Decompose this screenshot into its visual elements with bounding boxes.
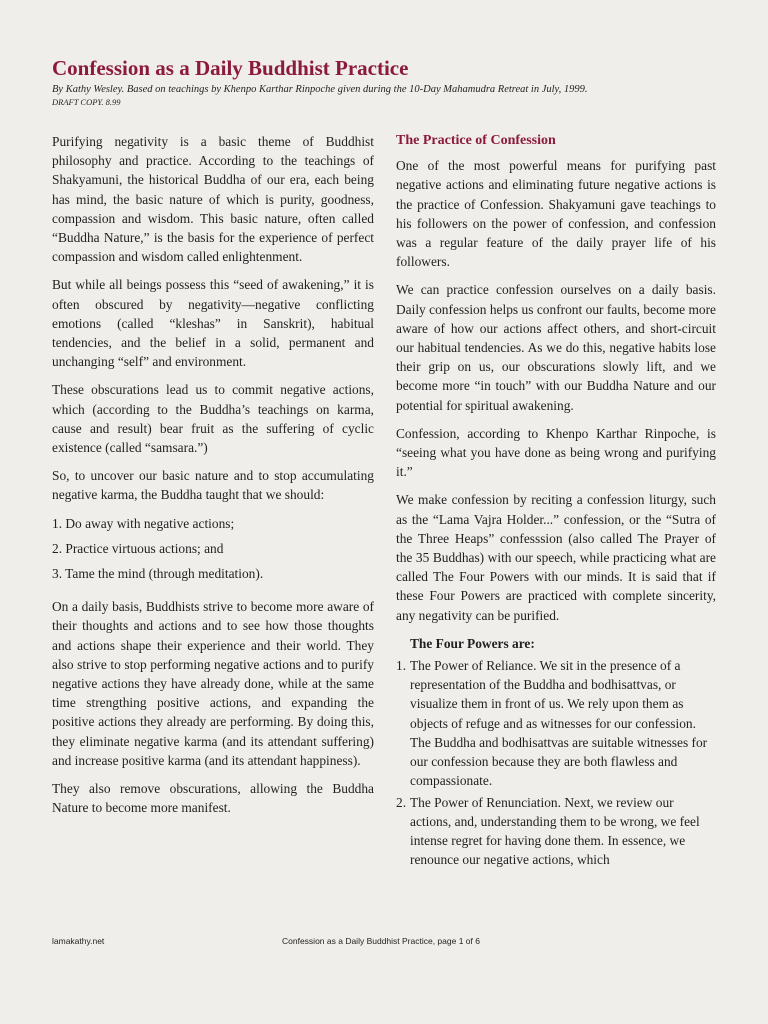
list-text: The Power of Renunciation. Next, we review our actions, and, understanding them to be wrong, we feel intense regret for having done them. In essence, we renounce our negative actions, which (410, 794, 700, 868)
list-item (396, 793, 716, 870)
list-text: The Power of Reliance. We sit in the presence of a representation of the Buddha and bodhisattvas, or visualize them in front of us. We rely upon them as objects of refuge and as witnesses for our confession. The Buddha and bodhisattvas are suitable witnesses for our confession because they are both flawless and compassionate. (410, 658, 708, 789)
paragraph: Purifying negativity is a basic theme of Buddhist philosophy and practice. According to the teachings of Shakyamuni, the historical Buddha of our era, each being has mind, the basic nature of which is purity, goodness, compassion and wisdom. This basic nature, often called “Buddha Nature,” is the basis for the experience of perfect compassion and wisdom called enlightenment. (52, 134, 374, 265)
list-number: 1. (396, 658, 407, 674)
teaching-list (52, 514, 374, 584)
paragraph: Confession, according to Khenpo Karthar Rinpoche, is “seeing what you have done as being wrong and purifying it.” (396, 425, 716, 480)
footer-site: lamakathy.net (52, 936, 105, 946)
list-item: 3. Tame the mind (through meditation). (52, 566, 264, 582)
four-powers-heading: The Four Powers are: (410, 635, 535, 651)
paragraph: So, to uncover our basic nature and to stop accumulating negative karma, the Buddha taught that we should: (52, 468, 374, 503)
footer-page-info: Confession as a Daily Buddhist Practice, page 1 of 6 (282, 936, 480, 946)
list-item: 2. Practice virtuous actions; and (52, 540, 224, 556)
paragraph: We make confession by reciting a confession liturgy, such as the “Lama Vajra Holder...” confession, or the “Sutra of the Three Heaps” confesssion (also called The Prayer of the 35 Buddhas) with our speech, while practicing what are called The Four Powers with our minds. It is said that if these Four Powers are practiced with complete sincerity, any negativity can be purified. (396, 492, 716, 623)
four-powers-list (396, 656, 716, 869)
paragraph: But while all beings possess this “seed of awakening,” it is often obscured by negativity—negative conflicting emotions (called “kleshas” in Sanskrit), habitual tendencies, and the belief in a solid, permanent and unchanging “self” and environment. (52, 277, 374, 370)
paragraph: One of the most powerful means for purifying past negative actions and eliminating future negative actions is the practice of Confession. Shakyamuni gave teachings to his followers on the power of confession, and confession was a regular feature of the daily prayer life of his followers. (396, 158, 716, 270)
paragraph: These obscurations lead us to commit negative actions, which (according to the Buddha’s teachings on karma, cause and result) bear fruit as the suffering of cyclic existence (called “samsara.”) (52, 382, 374, 456)
document-title: Confession as a Daily Buddhist Practice (52, 56, 409, 80)
byline: By Kathy Wesley. Based on teachings by Khenpo Karthar Rinpoche given during the 10-Day Mahamudra Retreat in July, 1999. (52, 84, 588, 95)
draft-note: DRAFT COPY. 8.99 (52, 97, 121, 107)
list-item (396, 656, 716, 790)
paragraph: We can practice confession ourselves on a daily basis. Daily confession helps us confront our faults, become more aware of how our actions affect others, and short-circuit our habitual tendencies. As we do this, negative habits lose their grip on us, our obscurations slowly lift, and we become more “in touch” with our Buddha Nature and our potential for spiritual awakening. (396, 282, 716, 413)
left-column (52, 132, 374, 827)
right-column (396, 131, 716, 871)
section-heading: The Practice of Confession (396, 133, 556, 148)
paragraph: They also remove obscurations, allowing the Buddha Nature to become more manifest. (52, 781, 374, 816)
list-number: 2. (396, 794, 407, 810)
paragraph: On a daily basis, Buddhists strive to become more aware of their thoughts and actions and to see how those thoughts and actions shape their experience and their world. They also strive to stop performing negative actions and to purify negative actions they have already done, while at the same time strengthing positive actions, and expanding the positive actions they already are performing. By doing this, they eliminate negative karma (and its attendant suffering) and increase positive karma (and its attendant happiness). (52, 599, 374, 768)
list-item: 1. Do away with negative actions; (52, 515, 235, 531)
